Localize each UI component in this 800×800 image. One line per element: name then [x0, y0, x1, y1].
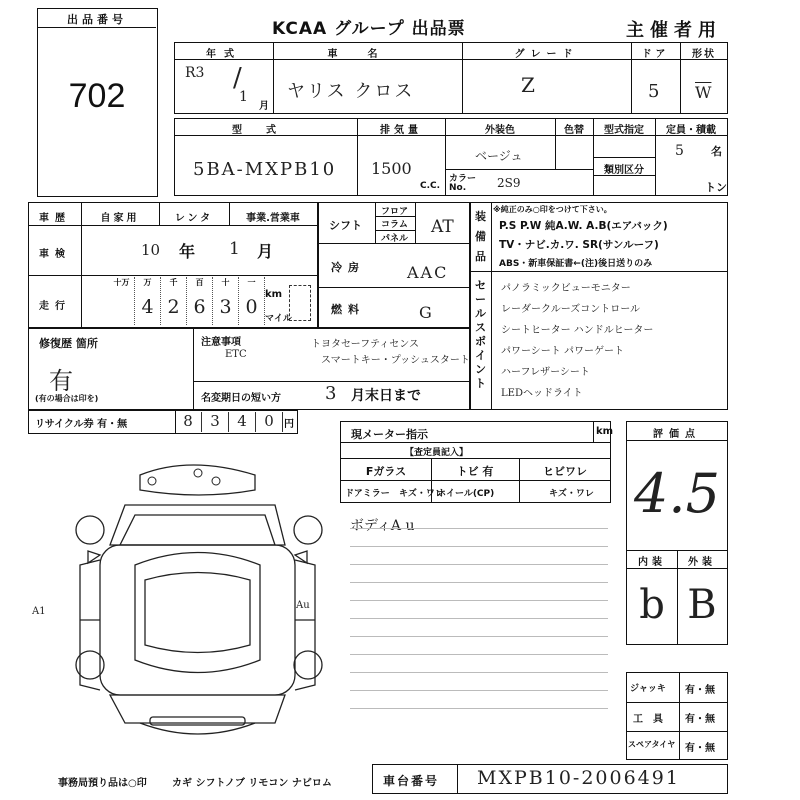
- comment-rule-line: [350, 672, 608, 673]
- mirror-kizu-ware: キズ・ワレ: [399, 489, 444, 499]
- grade-label: グレード: [514, 49, 579, 60]
- model-value: 5BA-MXPB10: [193, 159, 337, 180]
- accessories-table: [626, 672, 728, 760]
- sales-point-item: ハーフレザーシート: [501, 367, 590, 378]
- recycle-label: リサイクル券 有・無: [35, 419, 128, 430]
- shape-value: $\overline{W}$: [695, 83, 712, 102]
- equipment-line1: P.S P.W 純A.W. A.B(エアバック): [499, 220, 668, 232]
- mileage-digit-value: 6: [193, 296, 206, 318]
- ton-unit: トン: [705, 181, 727, 194]
- car-name-label: 車名: [327, 49, 408, 60]
- inspector-label: 【査定員記入】: [405, 448, 469, 458]
- recycle-digits: [175, 411, 283, 433]
- comment-rule-line: [350, 600, 608, 601]
- sales-point-item: パワーシート パワーゲート: [501, 346, 624, 357]
- score-label: 評価点: [653, 429, 701, 440]
- comment-ruled-lines: [350, 510, 608, 730]
- grade-value: Z: [521, 73, 535, 97]
- sales-point-item: レーダークルーズコントロール: [501, 304, 640, 315]
- chassis-value: MXPB10-2006491: [477, 767, 680, 789]
- ac-value: AAC: [407, 263, 449, 282]
- comment-rule-line: [350, 564, 608, 565]
- meter-km: km: [596, 426, 614, 437]
- expiry-month: 3: [325, 383, 337, 404]
- interior-value: b: [639, 582, 665, 628]
- mileage-digit-label: 十万: [113, 278, 130, 287]
- expiry-label: 名変期日の短い方: [201, 393, 281, 404]
- shift-table: [318, 202, 470, 328]
- office-note: 事務局預り品は○印: [58, 778, 147, 789]
- mile-label: マイル: [265, 314, 292, 324]
- displacement-label: 排気量: [380, 125, 422, 136]
- repair-notes-table: [28, 328, 470, 410]
- fuel-value: G: [419, 303, 432, 322]
- history-label: 車歴: [39, 213, 71, 224]
- mileage-digits: [109, 277, 269, 327]
- inspection-year-unit: 年: [179, 242, 196, 261]
- hibiware-label: ヒビワレ: [543, 465, 587, 478]
- right-damage-mark: Au: [296, 600, 310, 611]
- color-no-label: カラー No.: [449, 174, 477, 193]
- wheel-label: ホイール(CP): [437, 489, 495, 499]
- mile-box: [289, 285, 311, 321]
- car-name-value: ヤリス クロス: [287, 81, 415, 102]
- sales-points-label: セールスポイント: [475, 279, 486, 390]
- tool-label: 工具: [633, 714, 673, 725]
- cc-unit: C.C.: [420, 181, 441, 191]
- lot-number-label: 出品番号: [67, 13, 127, 26]
- sales-point-item: LEDヘッドライト: [501, 388, 583, 399]
- mileage-digit-value: 3: [219, 296, 232, 318]
- color-no-value: 2S9: [497, 176, 521, 190]
- recycle-digit: 3: [202, 412, 229, 432]
- mileage-digit-value: 4: [141, 296, 154, 318]
- recycle-row: [28, 410, 298, 434]
- equipment-table: [470, 202, 728, 410]
- repair-label: 修復歴 箇所: [39, 337, 98, 350]
- inspection-year-value: 10: [141, 241, 161, 259]
- recycle-digit: 0: [256, 412, 283, 432]
- equipment-label: 装備品: [475, 210, 486, 263]
- history-rental: レンタ: [174, 213, 214, 224]
- inspection-month-value: 1: [229, 239, 240, 259]
- color-change-label: 色替: [564, 125, 584, 136]
- equipment-note: ※純正のみ○印をつけて下さい。: [493, 205, 612, 214]
- equipment-line2: TV・ナビ.カ.ワ. SR(サンルーフ): [499, 239, 659, 251]
- shape-label: 形状: [692, 49, 716, 60]
- notes-line1: トヨタセーフティセンス: [311, 339, 419, 350]
- model-info-table: [174, 118, 728, 196]
- sales-point-item: シートヒーター ハンドルヒーター: [501, 325, 654, 336]
- inspection-label: 車検: [39, 249, 71, 260]
- lot-number-value: 702: [68, 77, 126, 115]
- repair-value: 有: [49, 367, 73, 395]
- org-title: KCAA グループ 出品票: [272, 19, 466, 39]
- recycle-unit: 円: [284, 419, 294, 430]
- spare-yesno: 有・無: [685, 743, 715, 754]
- mileage-digit-label: 千: [169, 278, 178, 287]
- chassis-label: 車台番号: [383, 774, 440, 788]
- exterior-color-label: 外装色: [485, 125, 515, 136]
- shift-column: コラム: [381, 220, 408, 230]
- color-name-value: ベージュ: [475, 149, 523, 163]
- year-era-value: R3: [185, 65, 205, 81]
- mileage-digit-cell: [161, 277, 187, 325]
- score-table: [626, 421, 728, 645]
- capacity-value: 5: [675, 143, 684, 159]
- interior-label: 内装: [638, 557, 666, 568]
- km-label: km: [265, 289, 283, 300]
- comment-rule-line: [350, 636, 608, 637]
- mileage-digit-cell: [109, 277, 135, 325]
- doors-label: ドア: [641, 49, 670, 60]
- sales-point-item: パノラミックビューモニター: [501, 283, 631, 294]
- left-damage-mark: A1: [32, 606, 46, 617]
- year-label: 年式: [206, 49, 242, 60]
- mileage-digit-label: 万: [143, 278, 152, 287]
- score-value: 4.5: [634, 462, 720, 525]
- shift-floor: フロア: [381, 207, 409, 217]
- notes-line2: ETC: [225, 349, 247, 360]
- jack-yesno: 有・無: [685, 685, 715, 696]
- comment-rule-line: [350, 654, 608, 655]
- mileage-digit-value: 0: [245, 296, 258, 318]
- notes-line3: スマートキー・プッシュスタート: [321, 355, 470, 366]
- exterior-value: B: [687, 582, 717, 628]
- recycle-digit: 4: [229, 412, 256, 432]
- capacity-unit: 名: [711, 145, 722, 158]
- mileage-digit-value: 2: [167, 296, 180, 318]
- inspection-month-unit: 月: [257, 242, 274, 261]
- basic-info-table: [174, 42, 728, 114]
- wheel-kizu-ware: キズ・ワレ: [549, 489, 594, 499]
- f-glass-label: Fガラス: [365, 465, 407, 478]
- history-private: 自家用: [100, 213, 140, 224]
- comment-rule-line: [350, 582, 608, 583]
- comment-rule-line: [350, 690, 608, 691]
- mileage-digit-cell: [187, 277, 213, 325]
- inspection-comment: ボディA u: [350, 518, 415, 534]
- inspection-table: [340, 421, 614, 503]
- recycle-digit: 8: [175, 412, 202, 432]
- month-unit: 月: [259, 101, 269, 112]
- mileage-digit-cell: [135, 277, 161, 325]
- model-label: 型式: [232, 125, 300, 136]
- comment-rule-line: [350, 618, 608, 619]
- mileage-digit-label: 十: [221, 278, 230, 287]
- tobi-label: トビ 有: [456, 465, 494, 478]
- lot-number-box: [37, 8, 158, 197]
- door-mirror-label: ドアミラー: [345, 489, 390, 499]
- equipment-line3: ABS・新車保証書←(注)後日送りのみ: [499, 259, 653, 269]
- for-host-label: 主催者用: [626, 20, 722, 41]
- comment-rule-line: [350, 546, 608, 547]
- chassis-row: [372, 764, 728, 794]
- history-business: 事業.営業車: [246, 213, 300, 224]
- ac-label: 冷房: [331, 261, 365, 274]
- spare-label: スペアタイヤ: [628, 740, 676, 749]
- type-designation-label: 型式指定: [604, 125, 644, 136]
- shift-value: AT: [431, 217, 454, 237]
- comment-rule-line: [350, 528, 608, 529]
- tool-yesno: 有・無: [685, 714, 715, 725]
- month-value: 1: [239, 89, 248, 105]
- fuel-label: 燃料: [331, 303, 365, 316]
- mileage-digit-label: 一: [247, 278, 256, 287]
- capacity-label: 定員・積載: [666, 125, 716, 136]
- shift-label: シフト: [329, 219, 362, 232]
- category-label: 類別区分: [604, 165, 644, 176]
- repair-note: (有の場合は印を): [35, 394, 99, 403]
- doors-value: 5: [648, 81, 660, 102]
- expiry-unit: 月末日まで: [351, 388, 421, 404]
- exterior-label: 外装: [688, 557, 716, 568]
- mileage-label: 走行: [39, 301, 71, 312]
- year-slash: /: [233, 63, 242, 93]
- mileage-digit-cell: [213, 277, 239, 325]
- mileage-digit-label: 百: [195, 278, 204, 287]
- displacement-value: 1500: [371, 159, 412, 178]
- notes-label: 注意事項: [201, 337, 241, 348]
- shift-panel: パネル: [381, 234, 409, 244]
- history-table: [28, 202, 318, 328]
- car-diagram: [70, 455, 370, 755]
- meter-label: 現メーター指示: [351, 428, 428, 441]
- mileage-digit-cell: [239, 277, 265, 325]
- comment-rule-line: [350, 708, 608, 709]
- sales-points-list: [501, 279, 723, 407]
- jack-label: ジャッキ: [630, 684, 666, 694]
- office-items: カギ シフトノブ リモコン ナビロム: [172, 778, 332, 789]
